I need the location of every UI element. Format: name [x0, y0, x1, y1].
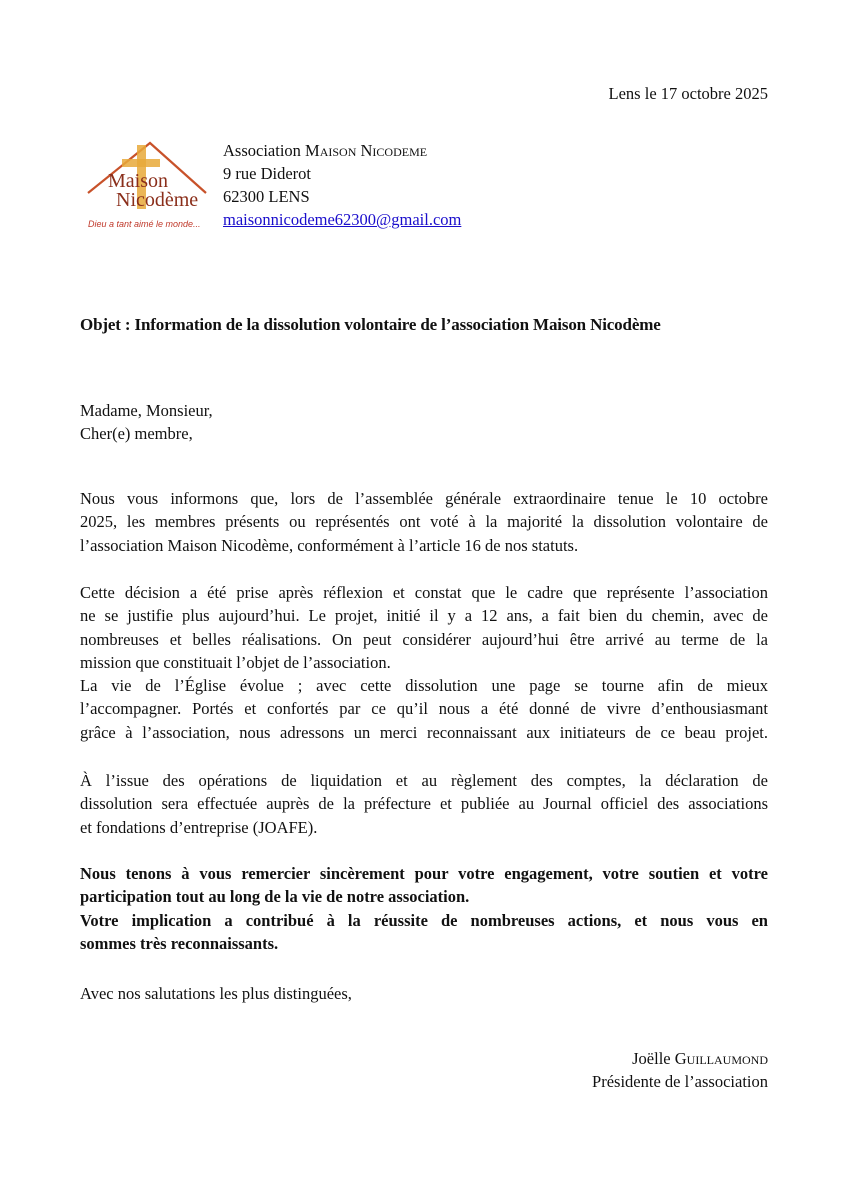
salutation-line-1: Madame, Monsieur, [80, 401, 213, 420]
paragraph-line: grâce à l’association, nous adressons un merci reconnaissant aux initiateurs de ce beau projet. [80, 722, 768, 742]
signatory-title: Présidente de l’association [592, 1072, 768, 1091]
letter-subject: Objet : Information de la dissolution volontaire de l’association Maison Nicodème [80, 315, 661, 334]
paragraph-line: l’accompagner. Portés et confortés par ce qu’il nous a été donné de vivre d’enthousiasmant [80, 699, 768, 719]
paragraph-line: dissolution sera effectuée auprès de la préfecture et publiée au Journal officiel des associations [80, 794, 768, 814]
logo-tagline: Dieu a tant aimé le monde... [88, 219, 201, 229]
signatory-last-name: Guillaumond [674, 1049, 768, 1068]
paragraph-line: ne se justifie plus aujourd’hui. Le projet, initié il y a 12 ans, a fait bien du chemin, avec de [80, 606, 768, 626]
association-logo [82, 135, 212, 235]
letter-date: Lens le 17 octobre 2025 [608, 84, 768, 103]
signature-block [592, 1047, 768, 1093]
paragraph-line: Cette décision a été prise après réflexion et constat que le cadre que représente l’association [80, 583, 768, 602]
sender-address [223, 139, 461, 231]
paragraph-line: Nous vous informons que, lors de l’assemblée générale extraordinaire tenue le 10 octobre [80, 489, 768, 508]
signatory-name [592, 1047, 768, 1070]
paragraph-line: mission que constituait l’objet de l’association. [80, 652, 391, 672]
sender-street: 9 rue Diderot [223, 164, 311, 183]
sender-name-line [223, 139, 461, 162]
paragraph-2 [80, 581, 768, 744]
salutation-line-2: Cher(e) membre, [80, 424, 193, 443]
closing-formula: Avec nos salutations les plus distinguées, [80, 984, 352, 1003]
paragraph-line: participation tout au long de la vie de notre association. [80, 887, 470, 907]
logo-word-maison: Maison [108, 170, 168, 192]
paragraph-line: Votre implication a contribué à la réussite de nombreuses actions, et nous vous en [80, 910, 768, 930]
sender-prefix: Association [223, 141, 306, 160]
paragraph-4-thanks [80, 862, 768, 955]
paragraph-line: sommes très reconnaissants. [80, 933, 279, 953]
paragraph-line: À l’issue des opérations de liquidation et au règlement des comptes, la déclaration de [80, 771, 768, 790]
paragraph-line: La vie de l’Église évolue ; avec cette dissolution une page se tourne afin de mieux [80, 676, 768, 696]
paragraph-line: nombreuses et belles réalisations. On peut considérer aujourd’hui être arrivé au terme de la [80, 629, 768, 649]
salutation [80, 399, 213, 445]
paragraph-line: et fondations d’entreprise (JOAFE). [80, 817, 318, 837]
paragraph-3 [80, 769, 768, 839]
sender-city: 62300 LENS [223, 187, 310, 206]
maison-nicodeme-logo-icon [82, 135, 212, 235]
sender-email-link[interactable]: maisonnicodeme62300@gmail.com [223, 210, 462, 229]
logo-word-nicodeme: Nicodème [116, 189, 199, 211]
cross-horizontal-icon [122, 159, 160, 167]
paragraph-line: 2025, les membres présents ou représentés ont voté à la majorité la dissolution volontaire de [80, 512, 768, 532]
sender-name: Maison Nicodeme [305, 141, 428, 160]
signatory-first-name: Joëlle [632, 1049, 675, 1068]
paragraph-line: l’association Maison Nicodème, conformément à l’article 16 de nos statuts. [80, 535, 579, 555]
paragraph-line: Nous tenons à vous remercier sincèrement pour votre engagement, votre soutien et votre [80, 864, 768, 883]
paragraph-1 [80, 487, 768, 557]
